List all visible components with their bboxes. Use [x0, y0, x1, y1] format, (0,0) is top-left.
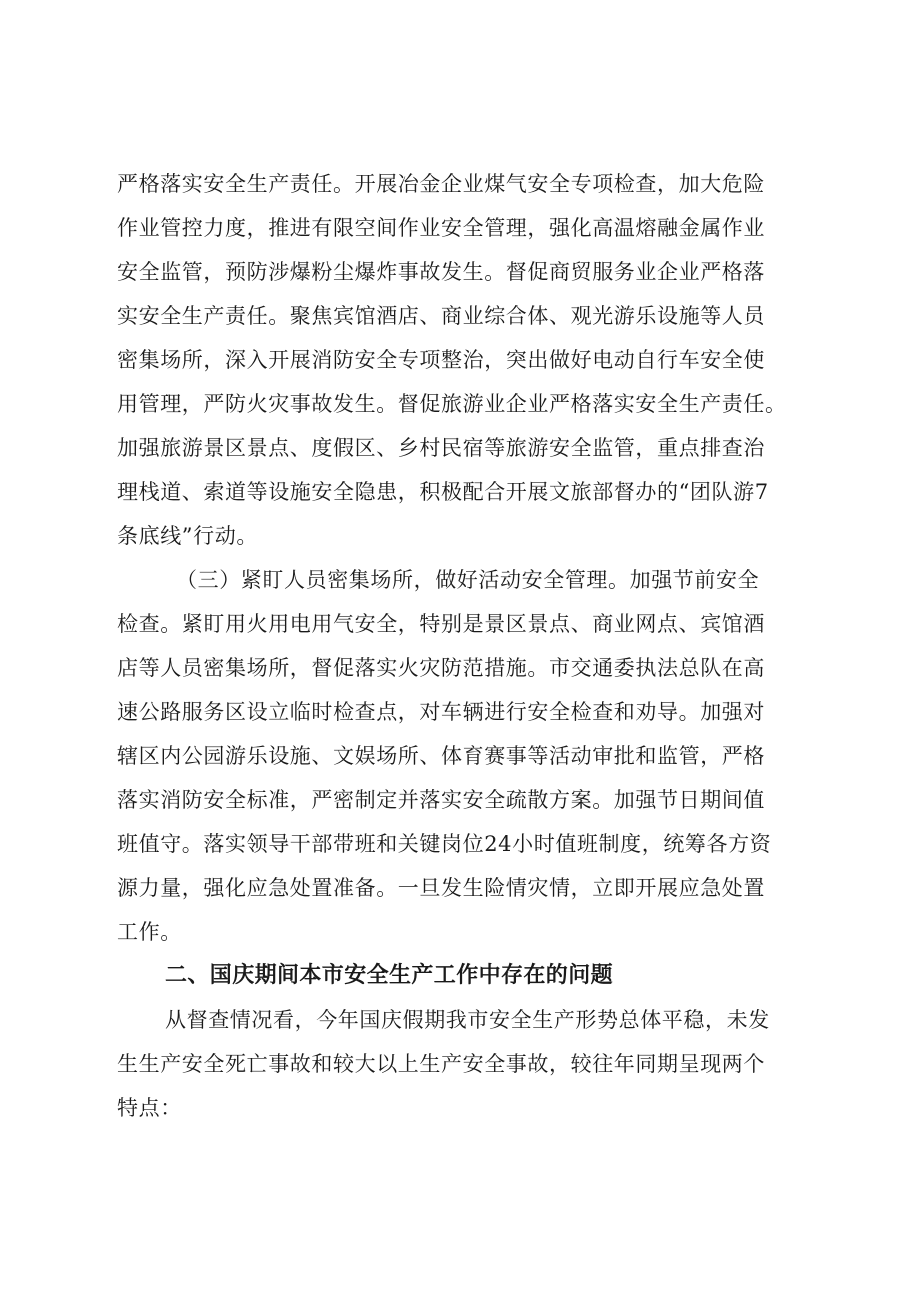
paragraph-1-line-5: 密集场所，深入开展消防安全专项整治，突出做好电动自行车安全使 [117, 348, 765, 372]
section-heading: 二、国庆期间本市安全生产工作中存在的问题 [165, 963, 614, 988]
paragraph-2-line-3: 店等人员密集场所，督促落实火灾防范措施。市交通委执法总队在高 [117, 656, 765, 680]
paragraph-2-line-5: 辖区内公园游乐设施、文娱场所、体育赛事等活动审批和监管，严格 [117, 744, 765, 768]
paragraph-1-line-3: 安全监管，预防涉爆粉尘爆炸事故发生。督促商贸服务业企业严格落 [117, 260, 765, 284]
paragraph-1-line-8: 理栈道、索道等设施安全隐患，积极配合开展文旅部督办的“团队游7 [117, 480, 769, 504]
paragraph-2-line-6: 落实消防安全标准，严密制定并落实安全疏散方案。加强节日期间值 [117, 788, 765, 812]
paragraph-1-line-9: 条底线”行动。 [117, 524, 258, 548]
paragraph-2-line-7: 班值守。落实领导干部带班和关键岗位24小时值班制度，统筹各方资 [117, 832, 772, 856]
paragraph-1-line-7: 加强旅游景区景点、度假区、乡村民宿等旅游安全监管，重点排查治 [117, 436, 765, 460]
paragraph-2-line-4: 速公路服务区设立临时检查点，对车辆进行安全检查和劝导。加强对 [117, 700, 765, 724]
paragraph-1-line-2: 作业管控力度，推进有限空间作业安全管理，强化高温熔融金属作业 [117, 216, 765, 240]
paragraph-2-line-2: 检查。紧盯用火用电用气安全，特别是景区景点、商业网点、宾馆酒 [117, 612, 765, 636]
paragraph-3-line-2: 生生产安全死亡事故和较大以上生产安全事故，较往年同期呈现两个 [117, 1052, 765, 1076]
paragraph-2-line-8: 源力量，强化应急处置准备。一旦发生险情灾情，立即开展应急处置 [117, 876, 765, 900]
paragraph-1-line-6: 用管理，严防火灾事故发生。督促旅游业企业严格落实安全生产责任。 [117, 392, 787, 416]
paragraph-3-line-3: 特点： [117, 1096, 182, 1120]
paragraph-2-line-9: 工作。 [117, 920, 182, 944]
paragraph-2-line-1: （三）紧盯人员密集场所，做好活动安全管理。加强节前安全 [176, 568, 760, 592]
paragraph-3-line-1: 从督查情况看，今年国庆假期我市安全生产形势总体平稳，未发 [165, 1008, 770, 1032]
paragraph-1-line-4: 实安全生产责任。聚焦宾馆酒店、商业综合体、观光游乐设施等人员 [117, 304, 765, 328]
paragraph-1-line-1: 严格落实安全生产责任。开展冶金企业煤气安全专项检查，加大危险 [117, 172, 765, 196]
